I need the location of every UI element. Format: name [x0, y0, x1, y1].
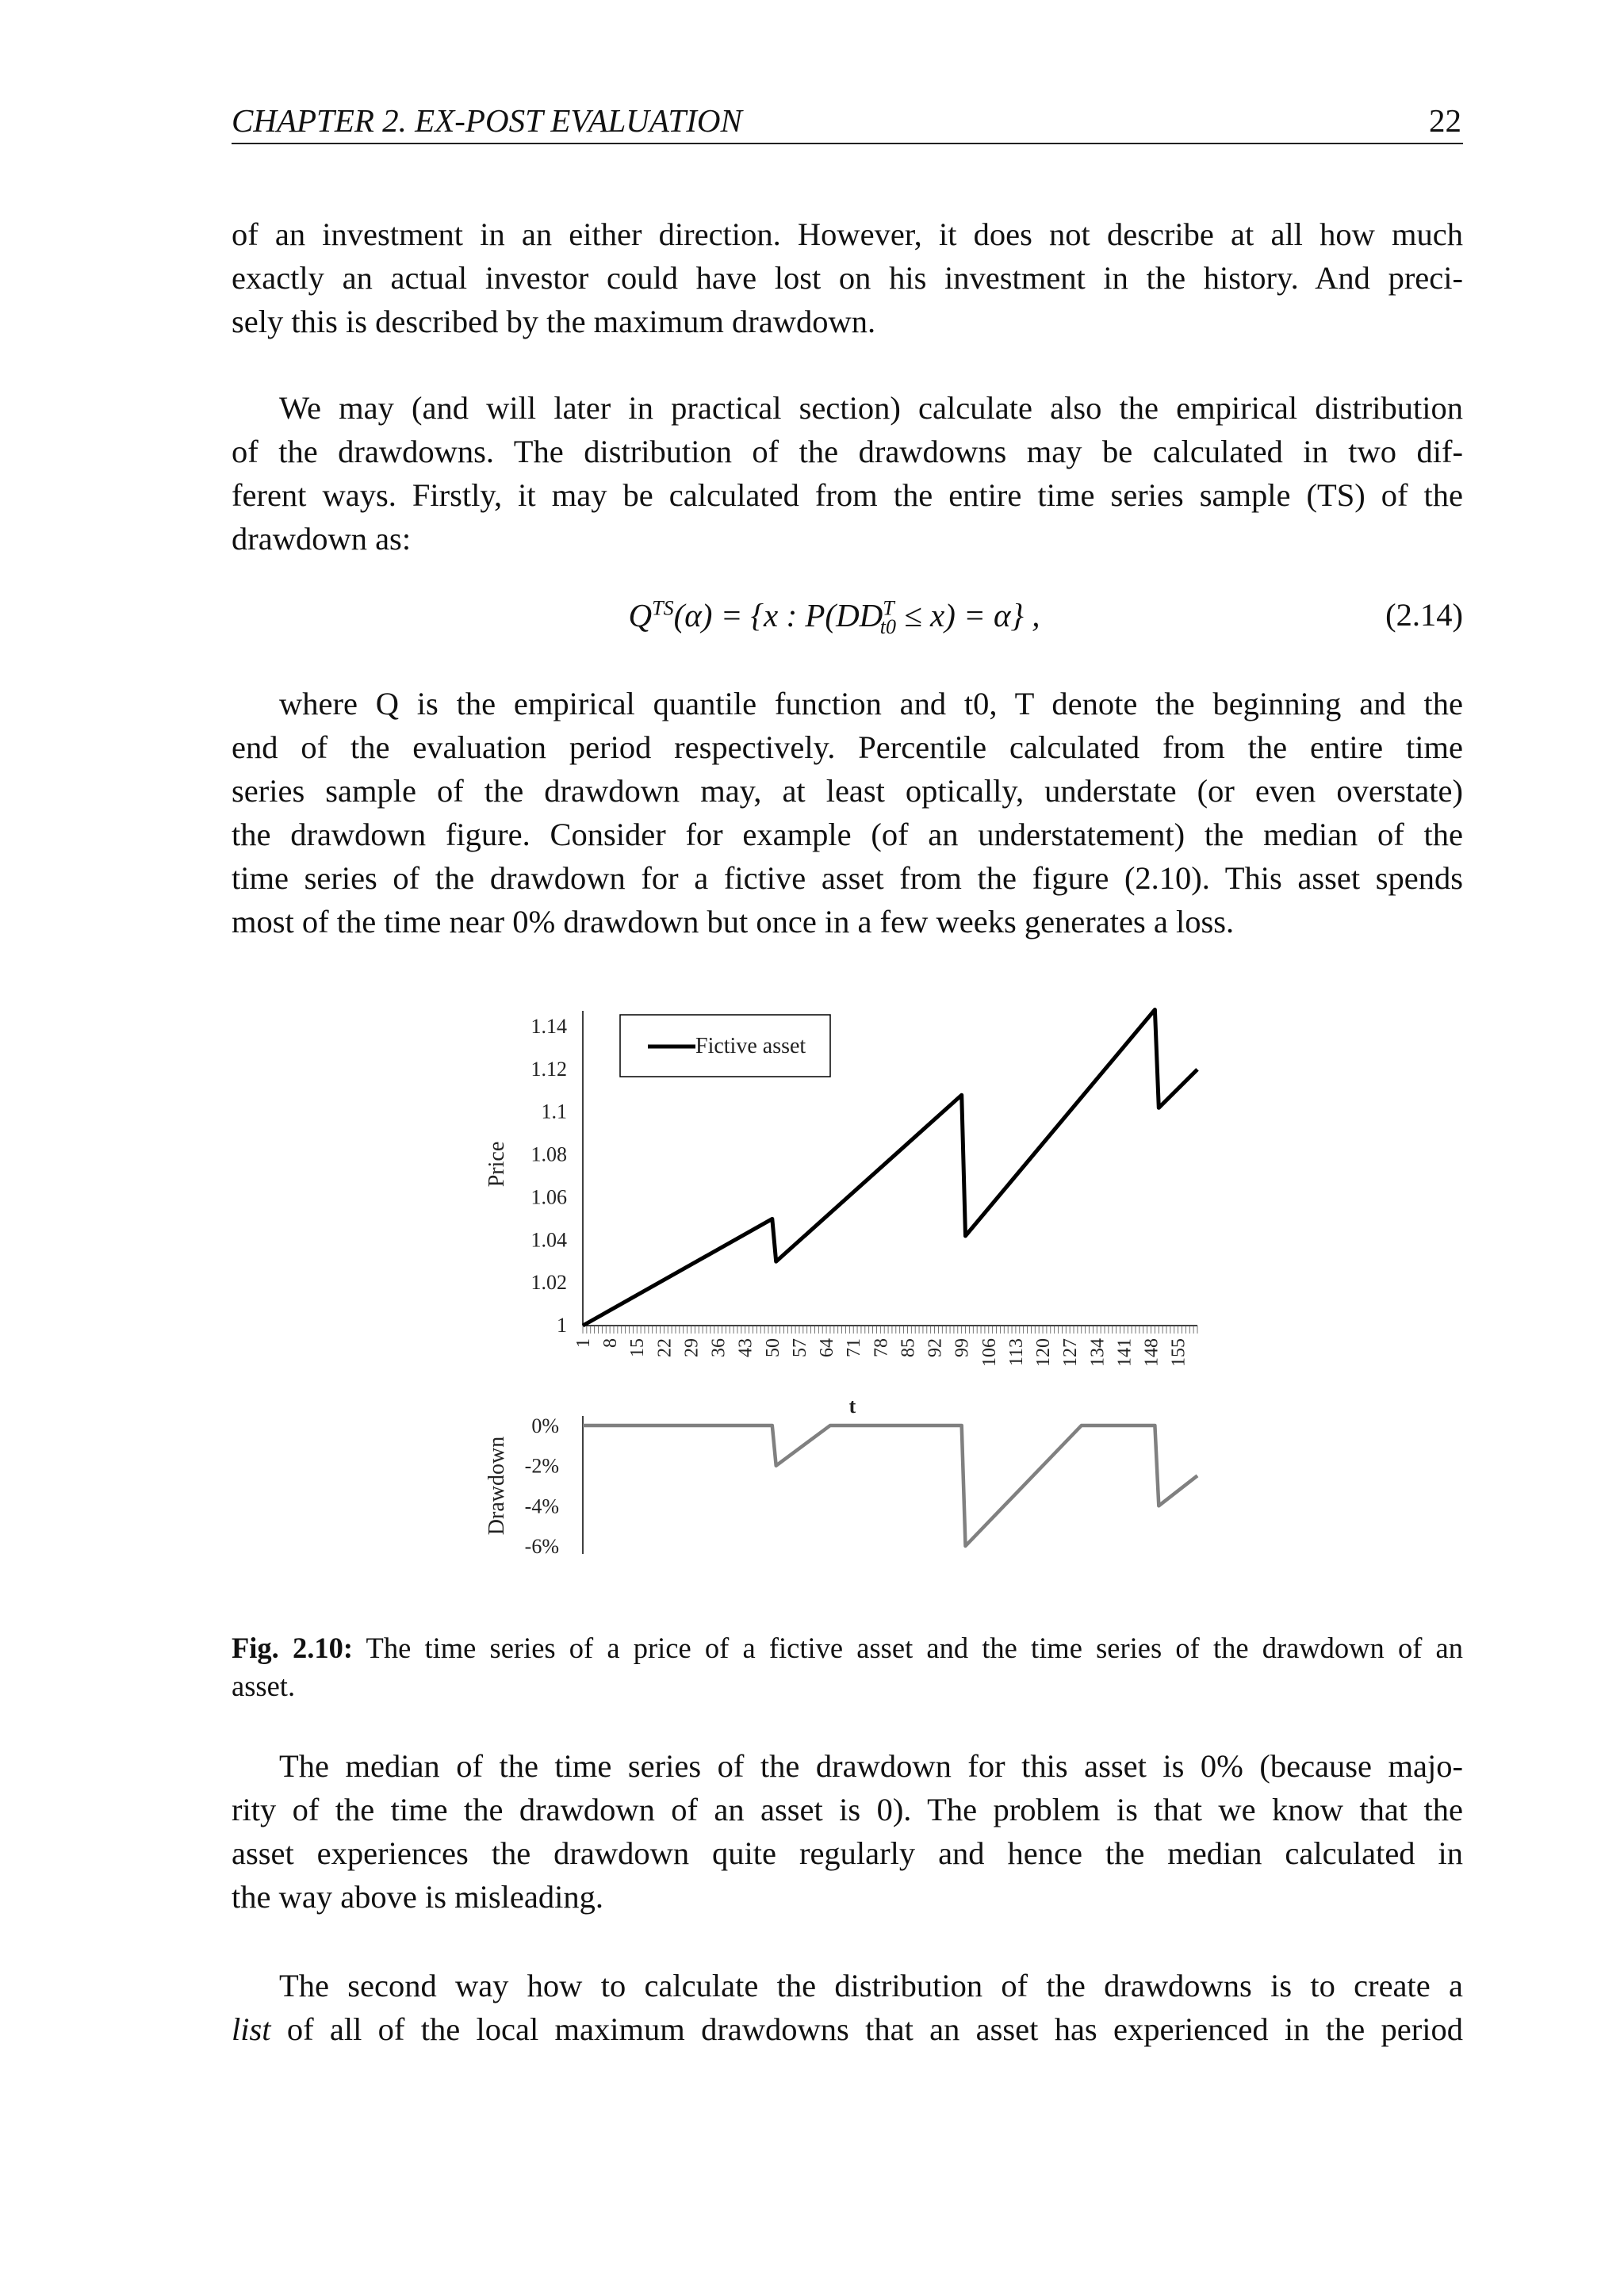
price-y-tick-label: 1.02: [530, 1271, 567, 1295]
price-x-tick-label: 36: [708, 1338, 730, 1357]
equation-formula: $Q^{TS}(\alpha) = \{x$ : $P(DD^T_{t0} \le x) = \alpha$} ,: [628, 596, 1040, 639]
equation-number: (2.14): [1385, 597, 1463, 633]
legend-label: Fictive asset: [695, 1034, 806, 1058]
price-x-tick-label: 134: [1087, 1338, 1109, 1367]
price-x-tick-label: 29: [681, 1338, 703, 1357]
price-x-tick-label: 99: [952, 1338, 973, 1357]
equation-2-14: [232, 596, 1463, 644]
paragraph-5: The second way how to calculate the distribution of the drawdowns is to create a list of all of the local maximum drawdowns that an asset has experienced in the period: [232, 1964, 1463, 2051]
figure-2-10: [472, 967, 1233, 1570]
drawdown-y-tick-label: -4%: [524, 1494, 559, 1518]
price-y-tick-label: 1.08: [530, 1142, 567, 1166]
price-x-tick-label: 22: [654, 1338, 676, 1357]
paragraph-5-line-2: list of all of the local maximum drawdowns that an asset has experienced in the period: [232, 2011, 1463, 2047]
price-y-tick-label: 1.14: [530, 1015, 567, 1038]
price-x-tick-label: 127: [1060, 1338, 1082, 1367]
drawdown-y-tick-label: 0%: [531, 1414, 559, 1437]
price-x-tick-label: 43: [735, 1338, 756, 1357]
figure-svg: [472, 967, 1233, 1570]
price-x-tick-label: 78: [871, 1338, 892, 1357]
price-x-tick-label: 15: [627, 1338, 649, 1357]
price-y-tick-label: 1.12: [530, 1057, 567, 1081]
price-y-tick-label: 1.04: [530, 1228, 567, 1252]
running-header: [232, 101, 1463, 144]
price-x-tick-label: 113: [1005, 1338, 1027, 1367]
page-number: 22: [1429, 102, 1461, 139]
price-x-tick-label: 92: [925, 1338, 946, 1357]
drawdown-y-tick-label: -6%: [524, 1535, 559, 1558]
chapter-title: CHAPTER 2. EX-POST EVALUATION: [232, 102, 742, 139]
price-x-axis-label: t: [848, 1395, 856, 1418]
price-x-tick-label: 141: [1114, 1338, 1136, 1367]
price-x-tick-label: 85: [898, 1338, 919, 1357]
paragraph-2: We may (and will later in practical section) calculate also the empirical distribution of the drawdowns. The distribution of the drawdowns may be calculated in two dif- ferent ways. Firstly, it may be calculated from the entire time series sample (TS) of the drawdown as:: [232, 390, 1463, 557]
price-x-tick-label: 120: [1033, 1338, 1055, 1367]
price-y-tick-label: 1: [557, 1314, 567, 1337]
caption-label: Fig. 2.10:: [232, 1632, 354, 1664]
price-y-tick-label: 1.1: [541, 1100, 567, 1123]
price-y-axis-label: Price: [485, 1141, 509, 1188]
price-x-tick-label: 50: [762, 1338, 783, 1357]
paragraph-4: The median of the time series of the drawdown for this asset is 0% (because majo- rity of the time the drawdown of an asset is 0). The problem is that we know that the asset experiences the drawdown quite regularly and hence the median calculated in the way above is misleading.: [232, 1748, 1463, 1915]
price-x-tick-label: 57: [789, 1338, 810, 1357]
drawdown-y-tick-label: -2%: [524, 1454, 559, 1478]
paragraph-1: of an investment in an either direction. However, it does not describe at all how much exactly an actual investor could have lost on his investment in the history. And preci- sely this is described by the maximum drawdown.: [232, 216, 1463, 339]
price-x-tick-label: 106: [979, 1338, 1000, 1367]
price-x-tick-label: 1: [573, 1338, 594, 1348]
drawdown-line: [583, 1425, 1197, 1546]
price-x-tick-label: 64: [817, 1338, 838, 1357]
price-x-tick-label: 8: [600, 1338, 622, 1348]
price-x-tick-label: 148: [1141, 1338, 1162, 1367]
figure-caption: Fig. 2.10: The time series of a price of a fictive asset and the time series of the drawdown of an asset.: [232, 1632, 1463, 1702]
price-x-tick-label: 155: [1168, 1338, 1189, 1367]
price-x-tick-label: 71: [844, 1338, 865, 1357]
drawdown-y-axis-label: Drawdown: [485, 1436, 509, 1536]
price-y-tick-label: 1.06: [530, 1185, 567, 1209]
paragraph-3: where Q is the empirical quantile function and t0, T denote the beginning and the end of the evaluation period respectively. Percentile calculated from the entire time series sample of the drawdown may, at least optically, understate (or even overstate) the drawdown figure. Consider for example (of an understatement) the median of the time series of the drawdown for a fictive asset from the figure (2.10). This asset spends most of the time near 0% drawdown but once in a few weeks generates a loss.: [232, 686, 1463, 939]
